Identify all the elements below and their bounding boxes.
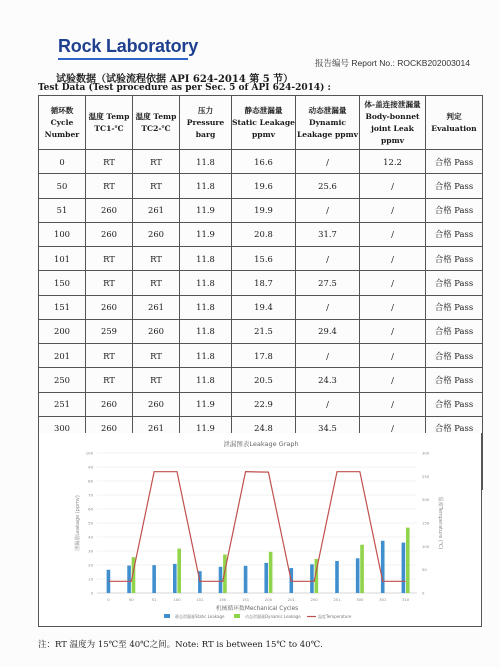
table-cell: 260 [86, 295, 133, 319]
table-cell: 100 [39, 222, 86, 246]
x-tick-label: 0 [107, 597, 110, 602]
x-tick-label: 251 [333, 597, 341, 602]
table-cell: 260 [133, 319, 180, 343]
column-header: 判定 Evaluation [426, 96, 483, 150]
table-cell: 19.4 [232, 295, 296, 319]
table-cell: RT [86, 174, 133, 198]
table-cell: 21.5 [232, 319, 296, 343]
table-cell: 200 [39, 319, 86, 343]
table-cell: 22.9 [232, 392, 296, 416]
y-axis-label: 泄漏量Leakage (ppmv) [75, 495, 81, 551]
bar-static-leakage [244, 566, 248, 593]
bar-static-leakage [402, 543, 406, 593]
y-tick-label: 50 [88, 520, 93, 526]
table-cell: 250 [39, 368, 86, 392]
table-cell: 261 [133, 295, 180, 319]
logo-underline [58, 58, 188, 60]
table-cell: / [360, 198, 426, 222]
y2-tick-label: 150 [422, 520, 430, 526]
table-cell: / [360, 368, 426, 392]
column-header: 温度 Temp TC2-℃ [133, 96, 180, 150]
table-cell: RT [86, 271, 133, 295]
table-cell: 合格 Pass [426, 319, 483, 343]
y-tick-label: 70 [88, 492, 93, 498]
bar-dynamic-leakage [177, 549, 181, 593]
table-cell: 合格 Pass [426, 198, 483, 222]
table-row [39, 198, 483, 222]
legend-swatch [164, 614, 170, 618]
y2-tick-label: 100 [422, 543, 430, 549]
bar-static-leakage [127, 566, 131, 593]
section-heading-en: Test Data (Test procedure as per Sec. 5 of API 624-2014) : [38, 83, 331, 93]
table-cell: / [360, 416, 426, 440]
legend-label: 温度Temperature [318, 614, 352, 619]
table-cell: 31.7 [296, 222, 360, 246]
table-cell: / [360, 295, 426, 319]
table-cell: 259 [86, 319, 133, 343]
table-cell: 24.8 [232, 416, 296, 440]
bar-dynamic-leakage [406, 528, 410, 593]
table-cell: 19.9 [232, 198, 296, 222]
table-cell: / [296, 344, 360, 368]
table-cell: 25.6 [296, 174, 360, 198]
table-cell: RT [86, 150, 133, 174]
y-tick-label: 10 [88, 576, 93, 582]
table-cell: 16.6 [232, 150, 296, 174]
table-row [39, 222, 483, 246]
table-row [39, 150, 483, 174]
table-cell: 11.8 [180, 271, 232, 295]
table-cell: 260 [86, 198, 133, 222]
table-cell: / [296, 150, 360, 174]
table-cell: 260 [86, 416, 133, 440]
column-header: 静态泄漏量 Static Leakage ppmv [232, 96, 296, 150]
table-header-row [39, 96, 483, 150]
table-cell: 34.5 [296, 416, 360, 440]
y2-tick-label: 0 [422, 590, 425, 596]
table-cell: 260 [133, 392, 180, 416]
table-cell: / [360, 344, 426, 368]
bar-dynamic-leakage [223, 555, 227, 594]
table-row [39, 368, 483, 392]
y-tick-label: 90 [88, 464, 93, 470]
table-cell: / [296, 198, 360, 222]
table-cell: 11.8 [180, 368, 232, 392]
table-cell: RT [86, 368, 133, 392]
table-cell: RT [133, 344, 180, 368]
bar-static-leakage [356, 558, 360, 593]
x-tick-label: 151 [241, 597, 250, 602]
table-cell: 合格 Pass [426, 344, 483, 368]
table-cell: / [360, 222, 426, 246]
table-cell: 11.8 [180, 295, 232, 319]
table-cell: 300 [39, 416, 86, 440]
table-cell: 11.8 [180, 247, 232, 271]
table-cell: 15.6 [232, 247, 296, 271]
y2-tick-label: 50 [422, 567, 427, 573]
table-cell: 11.9 [180, 416, 232, 440]
table-cell: RT [133, 247, 180, 271]
table-cell: 17.8 [232, 344, 296, 368]
table-cell: 24.3 [296, 368, 360, 392]
table-cell: 11.8 [180, 344, 232, 368]
bar-static-leakage [381, 541, 385, 593]
y-tick-label: 0 [90, 590, 93, 596]
x-tick-label: 201 [287, 597, 295, 602]
table-cell: 11.9 [180, 198, 232, 222]
table-row [39, 392, 483, 416]
table-cell: / [360, 247, 426, 271]
table-cell: 51 [39, 198, 86, 222]
y2-tick-label: 300 [422, 450, 430, 456]
column-header: 循环数 Cycle Number [39, 96, 86, 150]
table-row [39, 295, 483, 319]
table-cell: 11.8 [180, 319, 232, 343]
table-cell: / [296, 295, 360, 319]
bar-static-leakage [310, 564, 314, 593]
x-tick-label: 50 [128, 597, 134, 602]
table-row [39, 319, 483, 343]
table-cell: 260 [86, 222, 133, 246]
legend-swatch [234, 614, 240, 618]
x-tick-label: 300 [356, 597, 364, 602]
y-tick-label: 40 [88, 534, 93, 540]
table-cell: / [296, 247, 360, 271]
table-cell: RT [86, 247, 133, 271]
footnote: 注：RT 温度为 15℃至 40℃之间。Note: RT is between 15℃ to 40℃. [38, 640, 323, 650]
legend-label: 静态泄漏量Static Leakage [175, 614, 225, 619]
column-header: 动态泄漏量 Dynamic Leakage ppmv [296, 96, 360, 150]
leakage-chart [38, 433, 482, 627]
column-header: 压力Pressure barg [180, 96, 232, 150]
table-cell: 19.6 [232, 174, 296, 198]
table-cell: / [360, 319, 426, 343]
chart-title: 泄漏图表Leakage Graph [223, 440, 299, 448]
company-logo: Rock Laboratory [58, 36, 199, 56]
table-cell: 合格 Pass [426, 368, 483, 392]
table-cell: 261 [133, 198, 180, 222]
table-cell: 合格 Pass [426, 174, 483, 198]
table-cell: 合格 Pass [426, 392, 483, 416]
y-tick-label: 80 [88, 478, 93, 484]
table-cell: 251 [39, 392, 86, 416]
y2-axis-label: 温度Temperature (℃) [437, 496, 443, 550]
table-cell: 101 [39, 247, 86, 271]
table-row [39, 344, 483, 368]
report-number: 报告编号 Report No.: ROCKB202003014 [315, 58, 470, 68]
column-header: 温度 Temp TC1-℃ [86, 96, 133, 150]
table-cell: 11.9 [180, 222, 232, 246]
bar-dynamic-leakage [360, 545, 364, 593]
table-cell: RT [86, 344, 133, 368]
y-tick-label: 20 [88, 562, 93, 568]
y-tick-label: 100 [85, 450, 93, 456]
table-row [39, 174, 483, 198]
table-cell: 合格 Pass [426, 222, 483, 246]
table-cell: 合格 Pass [426, 416, 483, 440]
y2-tick-label: 250 [422, 473, 430, 479]
legend-label: 动态泄漏量Dynamic Leakage [245, 614, 301, 619]
table-cell: / [360, 174, 426, 198]
table-cell: 201 [39, 344, 86, 368]
column-header: 体-盖连接泄漏量 Body-bonnet joint Leak ppmv [360, 96, 426, 150]
bar-static-leakage [335, 561, 339, 593]
table-cell: 合格 Pass [426, 150, 483, 174]
x-tick-label: 150 [219, 597, 227, 602]
table-cell: 20.8 [232, 222, 296, 246]
table-cell: RT [133, 368, 180, 392]
x-tick-label: 301 [379, 597, 387, 602]
leakage-chart-svg [39, 433, 483, 627]
table-cell: 11.9 [180, 392, 232, 416]
y-tick-label: 30 [88, 548, 93, 554]
y-tick-label: 60 [88, 506, 93, 512]
y2-tick-label: 200 [422, 497, 430, 503]
table-cell: 20.5 [232, 368, 296, 392]
x-axis-label: 机械循环数Mechanical Cycles [215, 606, 299, 612]
table-cell: / [296, 392, 360, 416]
table-cell: 11.8 [180, 150, 232, 174]
bar-dynamic-leakage [269, 552, 273, 593]
table-row [39, 271, 483, 295]
x-tick-label: 101 [196, 597, 204, 602]
table-cell: 260 [133, 222, 180, 246]
table-cell: 261 [133, 416, 180, 440]
table-row [39, 247, 483, 271]
table-cell: 合格 Pass [426, 271, 483, 295]
x-tick-label: 310 [401, 597, 410, 602]
table-cell: 50 [39, 174, 86, 198]
bar-static-leakage [152, 565, 156, 593]
bar-static-leakage [264, 563, 268, 593]
x-tick-label: 51 [151, 597, 157, 602]
table-cell: 12.2 [360, 150, 426, 174]
test-data-table [38, 95, 483, 490]
table-cell: / [360, 271, 426, 295]
table-cell: RT [133, 174, 180, 198]
table-cell: RT [133, 150, 180, 174]
table-cell: 11.8 [180, 174, 232, 198]
table-cell: 29.4 [296, 319, 360, 343]
x-tick-label: 200 [264, 597, 273, 602]
table-cell: 150 [39, 271, 86, 295]
x-tick-label: 250 [310, 597, 318, 602]
section-heading-cn: 试验数据（试验流程依据 API 624-2014 第 5 节） [56, 74, 294, 85]
bar-static-leakage [219, 567, 223, 593]
table-cell: 合格 Pass [426, 247, 483, 271]
table-cell: 18.7 [232, 271, 296, 295]
table-cell: 0 [39, 150, 86, 174]
table-cell: / [360, 392, 426, 416]
table-cell: 27.5 [296, 271, 360, 295]
bar-static-leakage [173, 564, 177, 593]
table-cell: 151 [39, 295, 86, 319]
x-tick-label: 100 [173, 597, 181, 602]
table-cell: 260 [86, 392, 133, 416]
table-cell: RT [133, 271, 180, 295]
table-cell: 合格 Pass [426, 295, 483, 319]
